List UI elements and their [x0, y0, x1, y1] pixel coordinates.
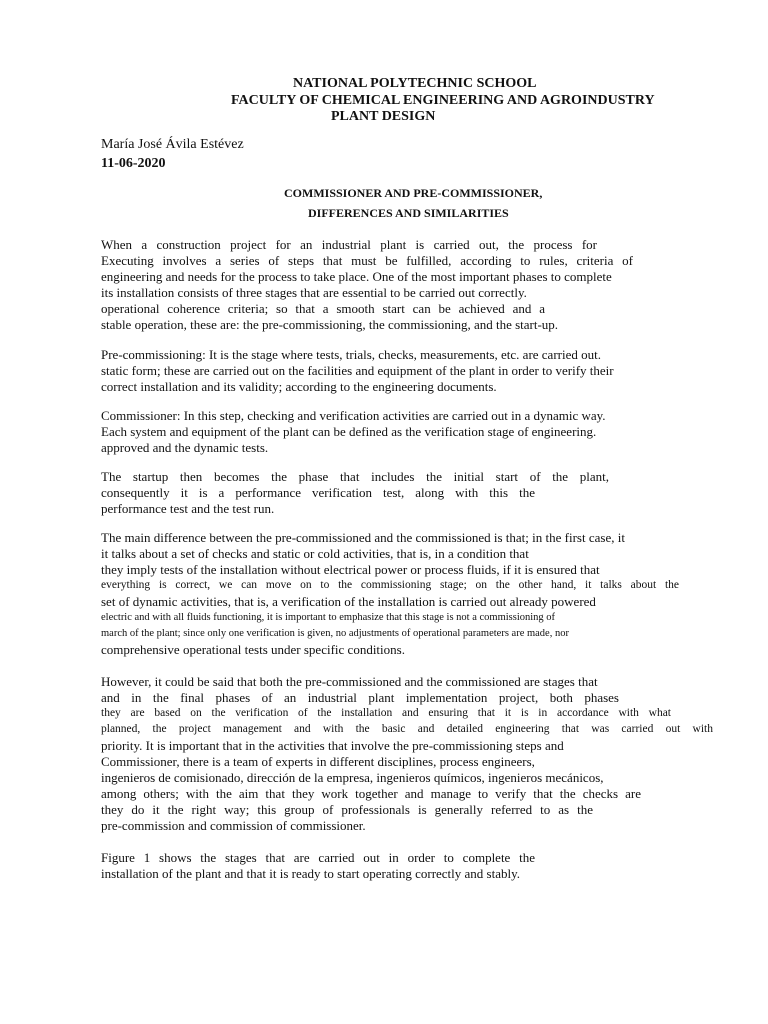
paragraph-line: set of dynamic activities, that is, a verification of the installation is carried out already powered	[101, 594, 596, 609]
paragraph-line: installation of the plant and that it is ready to start operating correctly and stably.	[101, 866, 521, 881]
paragraph-line: The startup then becomes the phase that includes the initial start of the plant,	[101, 469, 609, 484]
paragraph-line: Commissioner: In this step, checking and verification activities are carried out in a dynamic way.	[101, 408, 606, 423]
paragraph-line: operational coherence criteria; so that a smooth start can be achieved and a	[101, 301, 545, 316]
paragraph-line: it talks about a set of checks and static or cold activities, that is, in a condition that	[101, 546, 529, 561]
title-line-1: COMMISSIONER AND PRE-COMMISSIONER,	[284, 186, 543, 200]
paragraph-line: Figure 1 shows the stages that are carried out in order to complete the	[101, 850, 535, 865]
paragraph-line: The main difference between the pre-commissioned and the commissioned is that; in the first case, it	[101, 530, 625, 545]
paragraph-line: they do it the right way; this group of professionals is generally referred to as the	[101, 802, 593, 817]
paragraph-line: When a construction project for an industrial plant is carried out, the process for	[101, 237, 597, 252]
author-name: María José Ávila Estévez	[101, 137, 244, 152]
header-course: PLANT DESIGN	[331, 109, 436, 124]
paragraph-line: its installation consists of three stages that are essential to be carried out correctly.	[101, 285, 527, 300]
paragraph-line: approved and the dynamic tests.	[101, 440, 269, 455]
paragraph-line: engineering and needs for the process to take place. One of the most important phases to complete	[101, 269, 612, 284]
paragraph-line: ingenieros de comisionado, dirección de la empresa, ingenieros químicos, ingenieros mecánicos,	[101, 770, 604, 785]
paragraph-line: correct installation and its validity; according to the engineering documents.	[101, 379, 497, 394]
paragraph-line: However, it could be said that both the pre-commissioned and the commissioned are stages that	[101, 674, 598, 689]
paragraph-line: Each system and equipment of the plant can be defined as the verification stage of engineering.	[101, 424, 597, 439]
paragraph-line: among others; with the aim that they work together and manage to verify that the checks are	[101, 786, 641, 801]
header-school: NATIONAL POLYTECHNIC SCHOOL	[293, 76, 537, 91]
paragraph-line: pre-commission and commission of commissioner.	[101, 818, 366, 833]
paragraph-line: comprehensive operational tests under specific conditions.	[101, 642, 405, 657]
paragraph-line: they are based on the verification of the installation and ensuring that it is in accordance with what	[101, 707, 671, 719]
title-line-2: DIFFERENCES AND SIMILARITIES	[308, 206, 509, 220]
paragraph-line: consequently it is a performance verification test, along with this the	[101, 485, 535, 500]
paragraph-line: planned, the project management and with the basic and detailed engineering that was carried out with	[101, 723, 713, 735]
paragraph-line: performance test and the test run.	[101, 501, 275, 516]
paragraph-line: Pre-commissioning: It is the stage where tests, trials, checks, measurements, etc. are carried out.	[101, 347, 601, 362]
paragraph-line: electric and with all fluids functioning, it is important to emphasize that this stage is not a commissioning of	[101, 612, 556, 623]
paragraph-line: they imply tests of the installation without electrical power or process fluids, if it is ensured that	[101, 562, 600, 577]
paragraph-line: static form; these are carried out on the facilities and equipment of the plant in order to verify their	[101, 363, 614, 378]
paragraph-line: Commissioner, there is a team of experts in different disciplines, process engineers,	[101, 754, 535, 769]
paragraph-line: Executing involves a series of steps that must be fulfilled, according to rules, criteria of	[101, 253, 633, 268]
paragraph-line: and in the final phases of an industrial plant implementation project, both phases	[101, 690, 619, 705]
paragraph-line: march of the plant; since only one verification is given, no adjustments of operational parameters are made, nor	[101, 628, 569, 639]
paragraph-line: everything is correct, we can move on to the commissioning stage; on the other hand, it talks about the	[101, 579, 679, 591]
paragraph-line: priority. It is important that in the activities that involve the pre-commissioning steps and	[101, 738, 564, 753]
header-faculty: FACULTY OF CHEMICAL ENGINEERING AND AGROINDUSTRY	[231, 93, 655, 108]
document-date: 11-06-2020	[101, 156, 166, 171]
paragraph-line: stable operation, these are: the pre-commissioning, the commissioning, and the start-up.	[101, 317, 559, 332]
